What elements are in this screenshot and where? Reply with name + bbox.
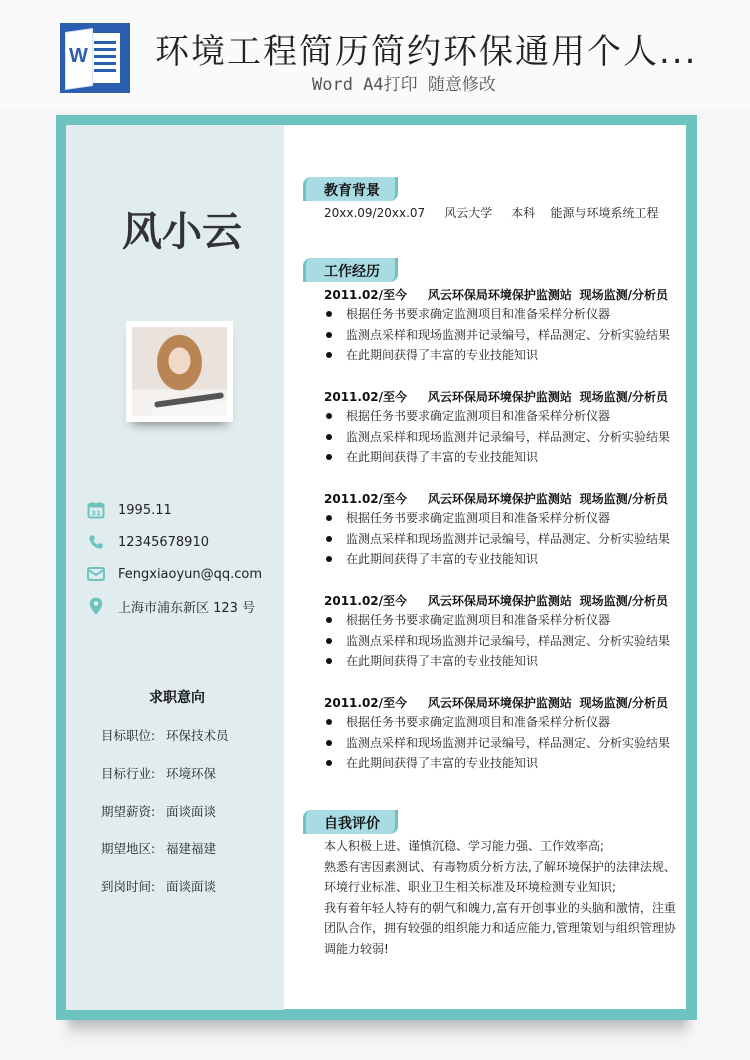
job-bullet: 监测点采样和现场监测并记录编号，样品测定、分析实验结果 xyxy=(324,325,674,346)
self-eval-section-tab xyxy=(303,810,398,834)
mail-icon xyxy=(86,564,106,584)
job-entry: 2011.02/至今 风云环保局环境保护监测站 现场监测/分析员 根据任务书要求确定监测项目和准备采样分析仪器 监测点采样和现场监测并记录编号，样品测定、分析实验结果 在此期间获得了丰富的专业技能知识 xyxy=(324,490,674,570)
job-bullet: 监测点采样和现场监测并记录编号，样品测定、分析实验结果 xyxy=(324,529,674,550)
document-subtitle: Word A4打印 随意修改 xyxy=(312,75,496,95)
calendar-icon xyxy=(86,500,106,520)
education-entry: 20xx.09/20xx.07 风云大学 本科 能源与环境系统工程 xyxy=(324,206,659,220)
job-bullet: 在此期间获得了丰富的专业技能知识 xyxy=(324,447,674,468)
contact-phone xyxy=(86,532,209,552)
word-doc-icon xyxy=(60,23,130,93)
job-entry: 2011.02/至今 风云环保局环境保护监测站 现场监测/分析员 根据任务书要求确定监测项目和准备采样分析仪器 监测点采样和现场监测并记录编号，样品测定、分析实验结果 在此期间获得了丰富的专业技能知识 xyxy=(324,388,674,468)
phone-text: 12345678910 xyxy=(118,534,209,550)
svg-text:31: 31 xyxy=(91,509,101,518)
intent-row: 期望薪资: 面谈面谈 xyxy=(101,804,217,819)
job-bullet: 监测点采样和现场监测并记录编号，样品测定、分析实验结果 xyxy=(324,733,674,754)
address-text: 上海市浦东新区 123 号 xyxy=(118,600,256,616)
job-bullet: 根据任务书要求确定监测项目和准备采样分析仪器 xyxy=(324,304,674,325)
contact-address xyxy=(86,596,255,616)
email-text: Fengxiaoyun@qq.com xyxy=(118,566,263,582)
job-bullet: 在此期间获得了丰富的专业技能知识 xyxy=(324,651,674,672)
birthdate-text: 1995.11 xyxy=(118,502,172,518)
job-bullet: 监测点采样和现场监测并记录编号，样品测定、分析实验结果 xyxy=(324,427,674,448)
job-bullet: 根据任务书要求确定监测项目和准备采样分析仪器 xyxy=(324,508,674,529)
location-pin-icon xyxy=(86,596,106,616)
work-heading: 工作经历 xyxy=(324,264,380,280)
education-section-tab xyxy=(303,177,398,201)
profile-photo xyxy=(126,321,233,422)
job-bullet: 在此期间获得了丰富的专业技能知识 xyxy=(324,549,674,570)
job-entry: 2011.02/至今 风云环保局环境保护监测站 现场监测/分析员 根据任务书要求确定监测项目和准备采样分析仪器 监测点采样和现场监测并记录编号，样品测定、分析实验结果 在此期间获得了丰富的专业技能知识 xyxy=(324,286,674,366)
document-title: 环境工程简历简约环保通用个人... xyxy=(155,32,698,72)
intent-row: 到岗时间: 面谈面谈 xyxy=(101,879,217,894)
intent-row: 目标职位: 环保技术员 xyxy=(101,728,229,743)
portrait-image xyxy=(132,327,227,416)
job-bullet: 监测点采样和现场监测并记录编号，样品测定、分析实验结果 xyxy=(324,631,674,652)
contact-birthdate xyxy=(86,500,172,520)
job-bullet: 根据任务书要求确定监测项目和准备采样分析仪器 xyxy=(324,610,674,631)
word-letter: W xyxy=(69,45,88,67)
education-heading: 教育背景 xyxy=(324,183,380,199)
job-bullet: 根据任务书要求确定监测项目和准备采样分析仪器 xyxy=(324,712,674,733)
self-eval-heading: 自我评价 xyxy=(324,816,380,832)
intent-row: 期望地区: 福建福建 xyxy=(101,841,217,856)
candidate-name: 风小云 xyxy=(122,209,242,255)
job-bullet: 在此期间获得了丰富的专业技能知识 xyxy=(324,753,674,774)
self-eval-text: 本人积极上进、谨慎沉稳、学习能力强、工作效率高; 熟悉有害因素测试、有毒物质分析方法,了解环境保护的法律法规、 环境行业标准、职业卫生相关标准及环境检测专业知识; 我有着年轻人特有的朝气和魄力,富有开创事业的头脑和激情，注重 团队合作，拥有较强的组织能力和适应能力,管理策划与组织管理协 调能力较弱! xyxy=(324,839,676,956)
intent-row: 目标行业: 环境环保 xyxy=(101,766,217,781)
job-entry: 2011.02/至今 风云环保局环境保护监测站 现场监测/分析员 根据任务书要求确定监测项目和准备采样分析仪器 监测点采样和现场监测并记录编号，样品测定、分析实验结果 在此期间获得了丰富的专业技能知识 xyxy=(324,592,674,672)
job-entry: 2011.02/至今 风云环保局环境保护监测站 现场监测/分析员 根据任务书要求确定监测项目和准备采样分析仪器 监测点采样和现场监测并记录编号，样品测定、分析实验结果 在此期间获得了丰富的专业技能知识 xyxy=(324,694,674,774)
preview-header xyxy=(0,0,750,110)
job-bullet: 在此期间获得了丰富的专业技能知识 xyxy=(324,345,674,366)
work-section-tab xyxy=(303,258,398,282)
phone-icon xyxy=(86,532,106,552)
job-intent-heading: 求职意向 xyxy=(149,690,205,706)
contact-email xyxy=(86,564,262,584)
job-bullet: 根据任务书要求确定监测项目和准备采样分析仪器 xyxy=(324,406,674,427)
